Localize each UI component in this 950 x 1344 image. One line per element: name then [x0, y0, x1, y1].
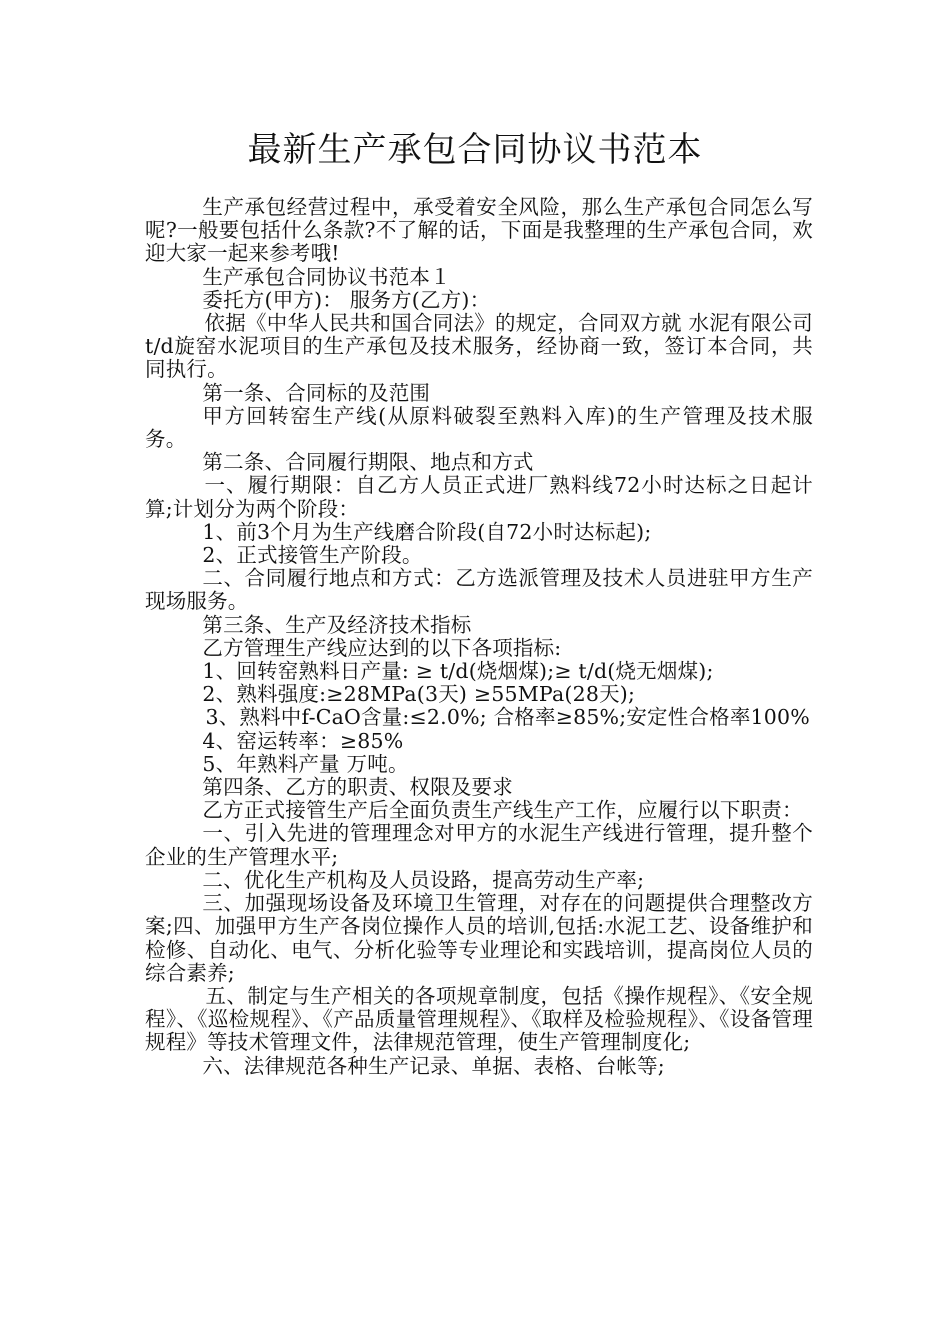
paragraph-article-3: 第三条、生产及经济技术指标	[202, 612, 472, 637]
paragraph-indicators: 乙方管理生产线应达到的以下各项指标:	[202, 635, 562, 660]
paragraph-article-2: 第二条、合同履行期限、地点和方式	[202, 450, 534, 475]
paragraph-place: 二、合同履行地点和方式：乙方选派管理及技术人员进驻甲方生产现场服务。	[145, 566, 813, 614]
paragraph-indicator-2: 2、熟料强度:≥28MPa(3天) ≥55MPa(28天);	[202, 682, 636, 707]
paragraph-phase-2: 2、正式接管生产阶段。	[202, 543, 423, 568]
paragraph-duty-2: 二、优化生产机构及人员设路，提高劳动生产率;	[202, 867, 645, 892]
paragraph-duty-3-4: 三、加强现场设备及环境卫生管理，对存在的问题提供合理整改方案;四、加强甲方生产各岗位操作人员的培训,包括:水泥工艺、设备维护和检修、自动化、电气、分析化验等专业理论和实践培训，提高岗位人员的综合素养;	[145, 891, 813, 985]
document-body	[145, 196, 813, 1078]
paragraph-article-1: 第一条、合同标的及范围	[202, 380, 431, 405]
paragraph-duties: 乙方正式接管生产后全面负责生产线生产工作，应履行以下职责：	[202, 798, 803, 823]
paragraph-basis: 依据《中华人民共和国合同法》的规定，合同双方就 水泥有限公司 t/d旋窑水泥项目的生产承包及技术服务，经协商一致，签订本合同，共同执行。	[145, 311, 813, 382]
paragraph-phase-1: 1、前3个月为生产线磨合阶段(自72小时达标起);	[202, 519, 652, 544]
paragraph-indicator-4: 4、窑运转率：≥85%	[202, 728, 404, 753]
paragraph-article-4: 第四条、乙方的职责、权限及要求	[202, 775, 513, 800]
paragraph-scope: 甲方回转窑生产线(从原料破裂至熟料入库)的生产管理及技术服务。	[145, 403, 813, 452]
paragraph-indicator-5: 5、年熟料产量 万吨。	[202, 751, 409, 776]
paragraph-term: 一、履行期限：自乙方人员正式进厂熟料线72小时达标之日起计算;计划分为两个阶段：	[145, 473, 813, 521]
paragraph-duty-1: 一、引入先进的管理理念对甲方的水泥生产线进行管理，提升整个企业的生产管理水平;	[145, 821, 813, 869]
paragraph-duty-6: 六、法律规范各种生产记录、单据、表格、台帐等;	[202, 1053, 665, 1078]
paragraph-indicator-1: 1、回转窑熟料日产量: ≥ t/d(烧烟煤);≥ t/d(烧无烟煤);	[202, 659, 714, 684]
paragraph-sample-heading: 生产承包合同协议书范本１	[202, 264, 451, 289]
paragraph-parties: 委托方(甲方)： 服务方(乙方)：	[202, 287, 491, 312]
paragraph-intro: 生产承包经营过程中，承受着安全风险，那么生产承包合同怎么写呢?一般要包括什么条款?不了解的话，下面是我整理的生产承包合同，欢迎大家一起来参考哦!	[145, 195, 813, 266]
paragraph-indicator-3: 3、熟料中f-CaO含量:≤2.0%; 合格率≥85%;安定性合格率100%	[205, 705, 810, 730]
document-title: 最新生产承包合同协议书范本	[247, 130, 703, 170]
paragraph-duty-5: 五、制定与生产相关的各项规章制度，包括《操作规程》、《安全规程》、《巡检规程》、《产品质量管理规程》、《取样及检验规程》、《设备管理规程》等技术管理文件，法律规范管理，使生产管理制度化;	[145, 983, 813, 1055]
